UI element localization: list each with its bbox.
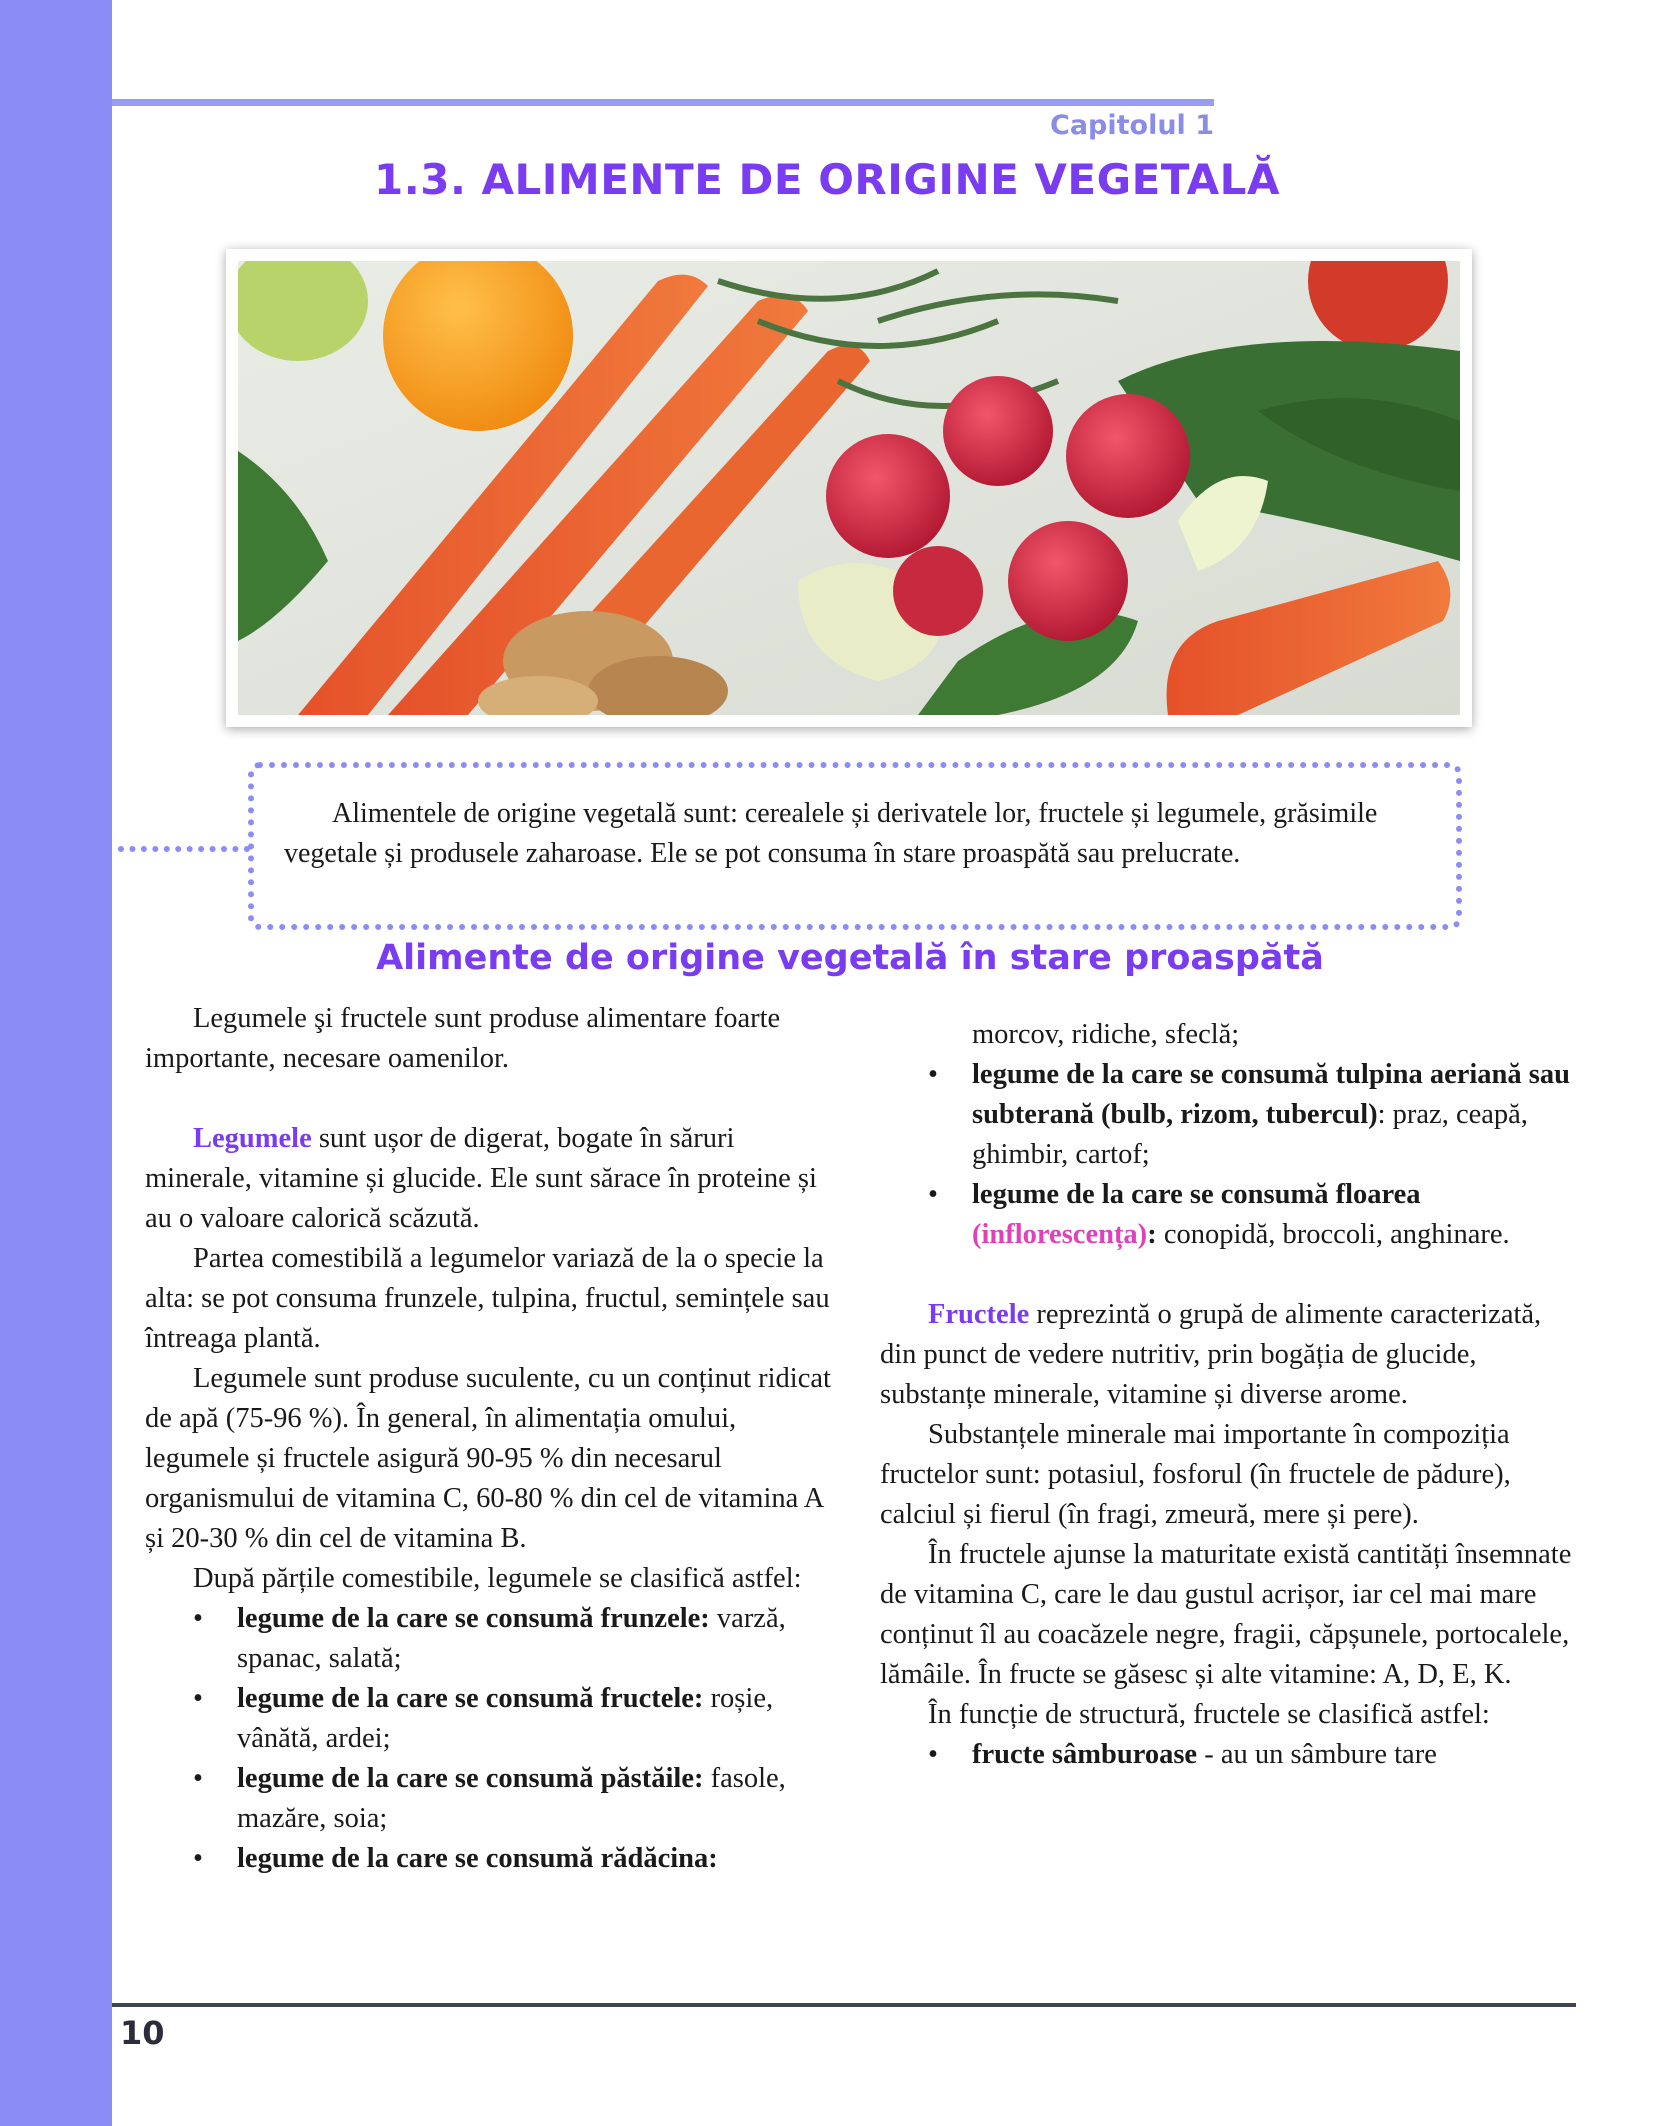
list-item-colon: : [1147, 1219, 1157, 1250]
list-item-title: legume de la care se consumă păstăile: [237, 1763, 704, 1794]
list-item-text: fasole, mazăre, soia; [237, 1763, 786, 1834]
list-item-text: varză, spanac, salată; [237, 1603, 786, 1674]
list-item [145, 1839, 845, 1879]
callout-connector [118, 846, 250, 852]
header-rule [112, 99, 1214, 106]
vegetable-classification-list-continued [880, 1055, 1580, 1255]
list-item [880, 1055, 1580, 1175]
left-column [145, 999, 845, 1879]
bullet-marker: • [928, 1179, 938, 1210]
vegetables-photo [226, 249, 1472, 727]
chapter-label: Capitolul 1 [1050, 110, 1214, 141]
bullet-marker: • [193, 1603, 203, 1634]
list-item [145, 1599, 845, 1679]
callout-text: Alimentele de origine vegetală sunt: cerealele și derivatele lor, fructele și legumele, grăsimile vegetale și produsele zaharoase. Ele se pot consuma în stare proaspătă sau prelucrate. [284, 798, 1378, 869]
list-item-text: - au un sâmbure tare [1197, 1739, 1437, 1770]
left-paragraph-2 [145, 1119, 845, 1239]
list-item [880, 1735, 1580, 1775]
left-sidebar-band [0, 0, 112, 2126]
list-item [880, 1175, 1580, 1255]
left-paragraph-5: După părțile comestibile, legumele se clasifică astfel: [193, 1563, 802, 1594]
bullet-marker: • [193, 1843, 203, 1874]
right-paragraph-3: În fructele ajunse la maturitate există cantități însemnate de vitamina C, care le dau gustul acrișor, iar cel mai mare conținut îl au coacăzele negre, fragii, căpșunele, portocalele, lămâile. În fructe se găsesc și alte vitamine: A, D, E, K. [880, 1539, 1572, 1690]
list-item-title: legume de la care se consumă fructele: [237, 1683, 704, 1714]
bullet-marker: • [193, 1683, 203, 1714]
bullet-marker: • [928, 1059, 938, 1090]
list-item-title: legume de la care se consumă rădăcina: [237, 1843, 718, 1874]
list-item-title: legume de la care se consumă frunzele: [237, 1603, 710, 1634]
vegetables-illustration [238, 261, 1460, 715]
vegetable-classification-list [145, 1599, 845, 1879]
left-paragraph-3: Partea comestibilă a legumelor variază de la o specie la alta: se pot consuma frunzele, tulpina, fructul, semințele sau întreaga plantă. [145, 1243, 830, 1354]
left-paragraph-1: Legumele şi fructele sunt produse alimentare foarte importante, necesare oamenilor. [145, 1003, 781, 1074]
right-paragraph-1 [880, 1295, 1580, 1415]
list-continuation: morcov, ridiche, sfeclă; [972, 1019, 1240, 1050]
page-title: 1.3. ALIMENTE DE ORIGINE VEGETALĂ [374, 155, 1280, 204]
list-item-text: conopidă, broccoli, anghinare. [1156, 1219, 1510, 1250]
list-item [145, 1759, 845, 1839]
right-paragraph-1-text: reprezintă o grupă de alimente caracterizată, din punct de vedere nutritiv, prin bogăția de glucide, substanțe minerale, vitamine și diverse arome. [880, 1299, 1542, 1410]
highlight-inflorescenta: (inflorescența) [972, 1219, 1148, 1250]
right-paragraph-4: În funcție de structură, fructele se clasifică astfel: [928, 1699, 1490, 1730]
left-paragraph-4: Legumele sunt produse suculente, cu un conținut ridicat de apă (75-96 %). În general, în alimentația omului, legumele și fructele asigură 90-95 % din necesarul organismului de vitamina C, 60-80 % din cel de vitamina A și 20-30 % din cel de vitamina B. [145, 1363, 831, 1554]
list-item-text: : praz, ceapă, ghimbir, cartof; [972, 1099, 1528, 1170]
right-paragraph-2: Substanțele minerale mai importante în compoziția fructelor sunt: potasiul, fosforul (în fructele de pădure), calciul și fierul (în fragi, zmeură, mere și pere). [880, 1419, 1511, 1530]
section-heading: Alimente de origine vegetală în stare proaspătă [376, 938, 1324, 978]
list-item [145, 1679, 845, 1759]
keyword-fructele: Fructele [928, 1299, 1030, 1330]
footer-rule [112, 2003, 1576, 2007]
list-item-title: legume de la care se consumă tulpina aeriană sau subterană (bulb, rizom, tubercul) [972, 1059, 1570, 1130]
keyword-legumele: Legumele [193, 1123, 312, 1154]
definition-callout [248, 762, 1462, 930]
fruit-classification-list [880, 1735, 1580, 1775]
list-item-title: fructe sâmburoase [972, 1739, 1198, 1770]
list-item-title: legume de la care se consumă floarea [972, 1179, 1421, 1210]
list-item-text: roșie, vânătă, ardei; [237, 1683, 774, 1754]
page-number: 10 [120, 2014, 165, 2052]
bullet-marker: • [928, 1739, 938, 1770]
bullet-marker: • [193, 1763, 203, 1794]
right-column [880, 1015, 1580, 1775]
left-paragraph-2-text: sunt ușor de digerat, bogate în săruri minerale, vitamine și glucide. Ele sunt sărace în proteine și au o valoare calorică scăzută. [145, 1123, 817, 1234]
